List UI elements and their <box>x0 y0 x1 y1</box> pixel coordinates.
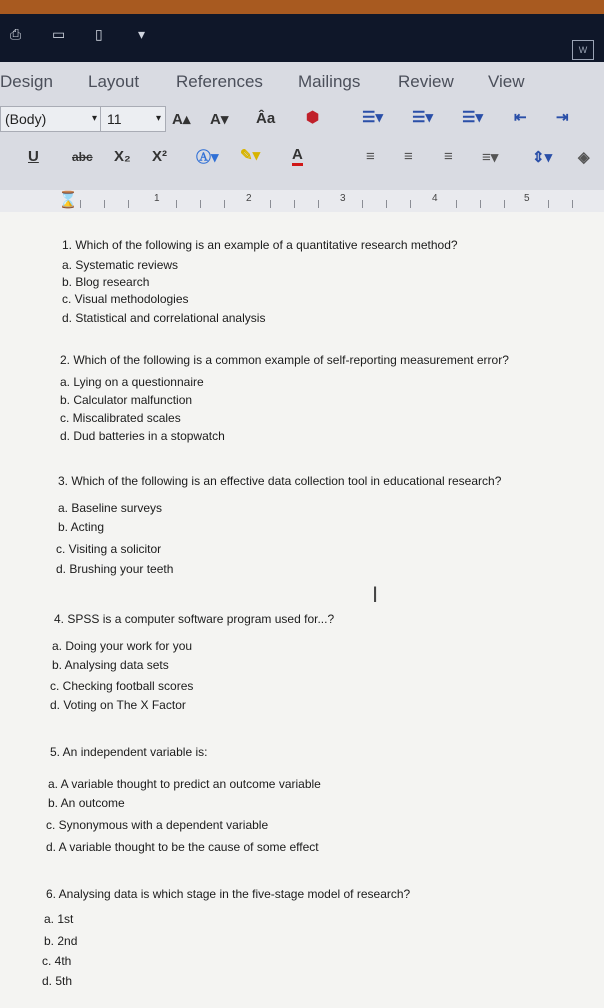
option-item: d. A variable thought to be the cause of some effect <box>46 840 319 854</box>
option-item: b. 2nd <box>44 934 78 948</box>
doc-icon[interactable]: ▯ <box>95 26 103 42</box>
ruler-tick <box>200 200 201 208</box>
text-cursor-icon: I <box>372 582 379 607</box>
option-item: a. Systematic reviews <box>62 258 179 272</box>
ruler-tick <box>410 200 411 208</box>
clear-format-icon[interactable]: ⬢ <box>306 109 320 126</box>
increase-indent-icon[interactable]: ⇥ <box>556 109 569 126</box>
ruler-tick <box>362 200 363 208</box>
underline-button[interactable]: U <box>28 148 39 165</box>
option-item: b. Blog research <box>62 275 150 289</box>
ruler-tick <box>80 200 81 208</box>
chevron-down-icon: ▾ <box>91 113 97 124</box>
tab-design[interactable]: Design <box>0 72 53 91</box>
ruler-tick <box>104 200 105 208</box>
option-item: a. 1st <box>44 912 74 926</box>
option-item: c. Synonymous with a dependent variable <box>46 818 269 832</box>
option-item: b. Calculator malfunction <box>60 393 193 407</box>
window-top-strip <box>0 0 604 14</box>
question-text: 1. Which of the following is an example of a quantitative research method? <box>62 238 458 252</box>
font-family-select[interactable] <box>0 106 102 132</box>
align-left-icon[interactable]: ≡ <box>366 148 375 165</box>
tab-view[interactable]: View <box>488 72 525 91</box>
option-item: d. 5th <box>42 974 73 988</box>
tab-mailings[interactable]: Mailings <box>298 72 361 91</box>
ruler-tick <box>386 200 387 208</box>
ruler-tick <box>270 200 271 208</box>
ruler-tick <box>548 200 549 208</box>
ruler-tick <box>224 200 225 208</box>
dropdown-icon[interactable]: ▾ <box>138 26 146 42</box>
printer-icon[interactable]: ⎙ <box>10 26 22 42</box>
bullets-icon[interactable]: ☰▾ <box>362 109 383 126</box>
save-icon[interactable]: ▭ <box>52 26 66 42</box>
question-text: 4. SPSS is a computer software program used for...? <box>54 612 335 626</box>
ruler-tick <box>128 200 129 208</box>
option-item: a. A variable thought to predict an outcome variable <box>48 777 321 791</box>
option-item: b. Acting <box>58 520 105 534</box>
option-item: d. Brushing your teeth <box>56 562 174 576</box>
ruler-tick <box>318 200 319 208</box>
ruler-label: 1 <box>154 193 160 204</box>
question-text: 5. An independent variable is: <box>50 745 208 759</box>
decrease-indent-icon[interactable]: ⇤ <box>514 109 527 126</box>
option-item: c. 4th <box>42 954 72 968</box>
shading-icon[interactable]: ◈ <box>578 149 590 166</box>
highlight-icon[interactable]: ✎▾ <box>240 147 261 164</box>
option-item: c. Visiting a solicitor <box>56 542 162 556</box>
option-item: a. Baseline surveys <box>58 501 163 515</box>
question-text: 6. Analysing data is which stage in the five-stage model of research? <box>46 887 411 901</box>
align-right-icon[interactable]: ≡ <box>444 148 453 165</box>
tab-references[interactable]: References <box>176 72 263 91</box>
justify-icon[interactable]: ≡▾ <box>482 149 499 166</box>
numbering-icon[interactable]: ☰▾ <box>412 109 433 126</box>
option-item: d. Dud batteries in a stopwatch <box>60 429 225 443</box>
option-item: c. Visual methodologies <box>62 292 189 306</box>
option-item: d. Statistical and correlational analysis <box>62 311 266 325</box>
ruler-tick <box>176 200 177 208</box>
ruler-label: 5 <box>524 193 530 204</box>
line-spacing-icon[interactable]: ⇕▾ <box>532 149 553 166</box>
title-bar <box>0 0 604 62</box>
option-item: d. Voting on The X Factor <box>50 698 186 712</box>
superscript-button[interactable]: X² <box>152 148 167 165</box>
option-item: b. Analysing data sets <box>52 658 169 672</box>
option-item: a. Doing your work for you <box>52 639 193 653</box>
change-case-button[interactable]: Âa <box>256 110 276 127</box>
indent-marker-icon[interactable]: ⌛ <box>58 192 78 209</box>
option-item: c. Miscalibrated scales <box>60 411 181 425</box>
ruler-tick <box>294 200 295 208</box>
option-item: a. Lying on a questionnaire <box>60 375 204 389</box>
option-item: b. An outcome <box>48 796 125 810</box>
grow-font-button[interactable]: A▴ <box>172 111 191 128</box>
chevron-down-icon: ▾ <box>155 113 161 124</box>
multilevel-list-icon[interactable]: ☰▾ <box>462 109 483 126</box>
ruler-tick <box>480 200 481 208</box>
ruler-tick <box>456 200 457 208</box>
shrink-font-button[interactable]: A▾ <box>210 111 229 128</box>
ruler[interactable] <box>0 190 604 213</box>
ribbon-tabs <box>0 66 604 96</box>
subscript-button[interactable]: X₂ <box>114 148 131 165</box>
ruler-label: 4 <box>432 193 438 204</box>
tab-layout[interactable]: Layout <box>88 72 140 91</box>
ruler-label: 2 <box>246 193 252 204</box>
word-logo-icon: W <box>572 40 594 60</box>
font-family-value: (Body) <box>5 111 47 127</box>
tab-review[interactable]: Review <box>398 72 454 91</box>
strikethrough-button[interactable]: abc <box>72 150 93 164</box>
font-color-button[interactable]: A <box>292 146 303 166</box>
ruler-label: 3 <box>340 193 346 204</box>
text-effects-icon[interactable]: Ⓐ▾ <box>196 149 219 166</box>
font-size-select[interactable] <box>100 106 166 132</box>
option-item: c. Checking football scores <box>50 679 194 693</box>
ruler-tick <box>504 200 505 208</box>
align-center-icon[interactable]: ≡ <box>404 148 413 165</box>
ruler-tick <box>572 200 573 208</box>
question-text: 3. Which of the following is an effective data collection tool in educational research? <box>58 474 502 488</box>
question-text: 2. Which of the following is a common example of self-reporting measurement error? <box>60 353 509 367</box>
font-size-value: 11 <box>107 111 122 127</box>
